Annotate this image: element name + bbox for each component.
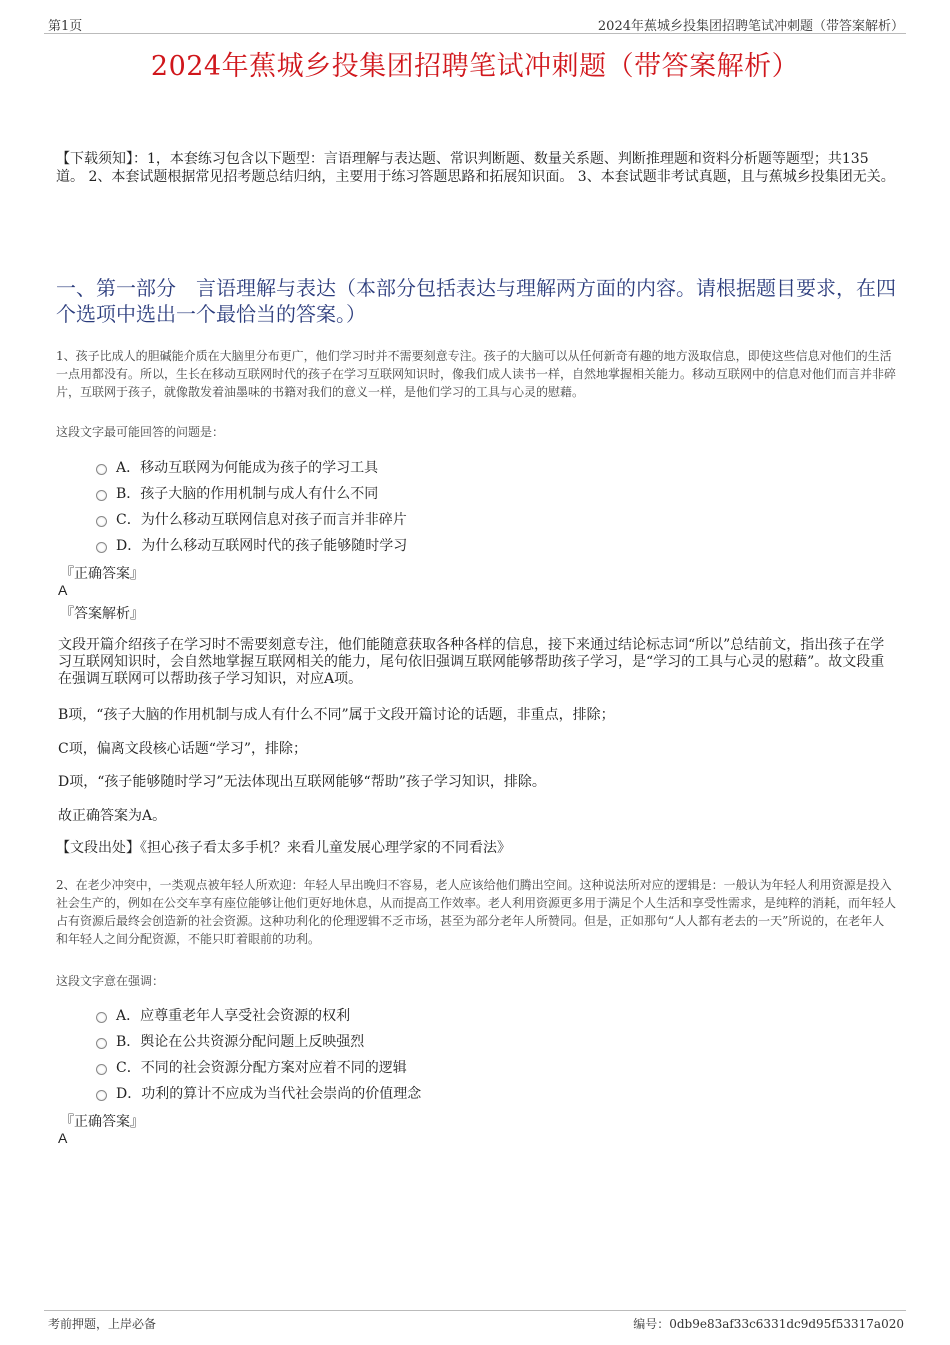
question-1-analysis-conclusion: 故正确答案为A。 [58,808,167,824]
header-page-label: 第1页 [48,19,83,34]
question-1-answer-label: 『正确答案』 [60,566,144,582]
question-1-option-c[interactable]: C．为什么移动互联网信息对孩子而言并非碎片 [96,509,407,529]
download-notice: 【下载须知】：1，本套练习包含以下题型：言语理解与表达题、常识判断题、数量关系题、判断推理题和资料分析题等题型；共135道。 2、本套试题根据常见招考题总结归纳，主要用于练习答题思路和拓展知识面。 3、本套试题非考试真题，且与蕉城乡投集团无关。 [56,151,895,185]
footer-slogan: 考前押题，上岸必备 [48,1317,157,1331]
radio-icon[interactable] [96,542,107,553]
radio-icon[interactable] [96,1090,107,1101]
radio-icon[interactable] [96,490,107,501]
question-1-option-a[interactable]: A．移动互联网为何能成为孩子的学习工具 [96,457,378,477]
header-divider [44,33,906,34]
question-1-text: 1、孩子比成人的胆碱能介质在大脑里分布更广，他们学习时并不需要刻意专注。孩子的大脑可以从任何新奇有趣的地方汲取信息，即使这些信息对他们的生活一点用都没有。所以，生长在移动互联网时代的孩子在学习互联网知识时，像我们成人读书一样，自然地掌握相关能力。移动互联网中的信息对他们而言并非碎片，互联网于孩子，就像散发着油墨味的书籍对我们的意义一样，是他们学习的工具与心灵的慰藉。 [56,349,897,399]
question-2-answer-label: 『正确答案』 [60,1114,144,1130]
footer-doc-id: 编号：0db9e83af33c6331dc9d95f53317a020 [633,1317,904,1331]
question-1-prompt: 这段文字最可能回答的问题是： [56,425,225,439]
question-1-analysis-c: C项，偏离文段核心话题“学习”，排除； [58,741,308,757]
question-1-analysis-d: D项，“孩子能够随时学习”无法体现出互联网能够“帮助”孩子学习知识，排除。 [58,774,546,790]
question-2-option-c[interactable]: C．不同的社会资源分配方案对应着不同的逻辑 [96,1057,407,1077]
question-1-analysis-label: 『答案解析』 [60,606,144,622]
question-2-option-b[interactable]: B．舆论在公共资源分配问题上反映强烈 [96,1031,364,1051]
question-1-option-d[interactable]: D．为什么移动互联网时代的孩子能够随时学习 [96,535,407,555]
section-heading: 一、第一部分 言语理解与表达（本部分包括表达与理解两方面的内容。请根据题目要求，在四个选项中选出一个最恰当的答案。） [56,276,896,326]
radio-icon[interactable] [96,1064,107,1075]
question-2-option-a[interactable]: A．应尊重老年人享受社会资源的权利 [96,1005,350,1025]
question-2-option-d[interactable]: D．功利的算计不应成为当代社会崇尚的价值理念 [96,1083,421,1103]
footer-divider [44,1310,906,1311]
question-2-answer: A [58,1130,68,1146]
question-1-analysis-b: B项，“孩子大脑的作用机制与成人有什么不同”属于文段开篇讨论的话题，非重点，排除； [58,707,615,723]
radio-icon[interactable] [96,464,107,475]
question-2-text: 2、在老少冲突中，一类观点被年轻人所欢迎：年轻人早出晚归不容易，老人应该给他们腾出空间。这种说法所对应的逻辑是：一般认为年轻人利用资源是投入社会生产的，例如在公交车享有座位能够让他们更好地休息，从而提高工作效率。老人利用资源更多用于满足个人生活和享受性需求，是纯粹的消耗，而年轻人占有资源后最终会创造新的社会资源。这种功利化的伦理逻辑不乏市场，甚至为部分老年人所赞同。但是，正如那句“人人都有老去的一天”所说的，在老年人和年轻人之间分配资源，不能只盯着眼前的功利。 [56,878,897,946]
radio-icon[interactable] [96,1012,107,1023]
question-1-option-b[interactable]: B．孩子大脑的作用机制与成人有什么不同 [96,483,378,503]
question-1-analysis-main: 文段开篇介绍孩子在学习时不需要刻意专注，他们能随意获取各种各样的信息，接下来通过结论标志词“所以”总结前文，指出孩子在学习互联网知识时，会自然地掌握互联网相关的能力，尾句依旧强调互联网能够帮助孩子学习，是“学习的工具与心灵的慰藉”。故文段重在强调互联网可以帮助孩子学习知识，对应A项。 [58,637,885,687]
radio-icon[interactable] [96,1038,107,1049]
question-1-answer: A [58,582,68,598]
page-title: 2024年蕉城乡投集团招聘笔试冲刺题（带答案解析） [150,51,800,82]
header-doc-title: 2024年蕉城乡投集团招聘笔试冲刺题（带答案解析） [597,19,904,34]
question-2-prompt: 这段文字意在强调： [56,974,165,988]
question-1-source: 【文段出处】《担心孩子看太多手机？来看儿童发展心理学家的不同看法》 [56,840,511,856]
radio-icon[interactable] [96,516,107,527]
